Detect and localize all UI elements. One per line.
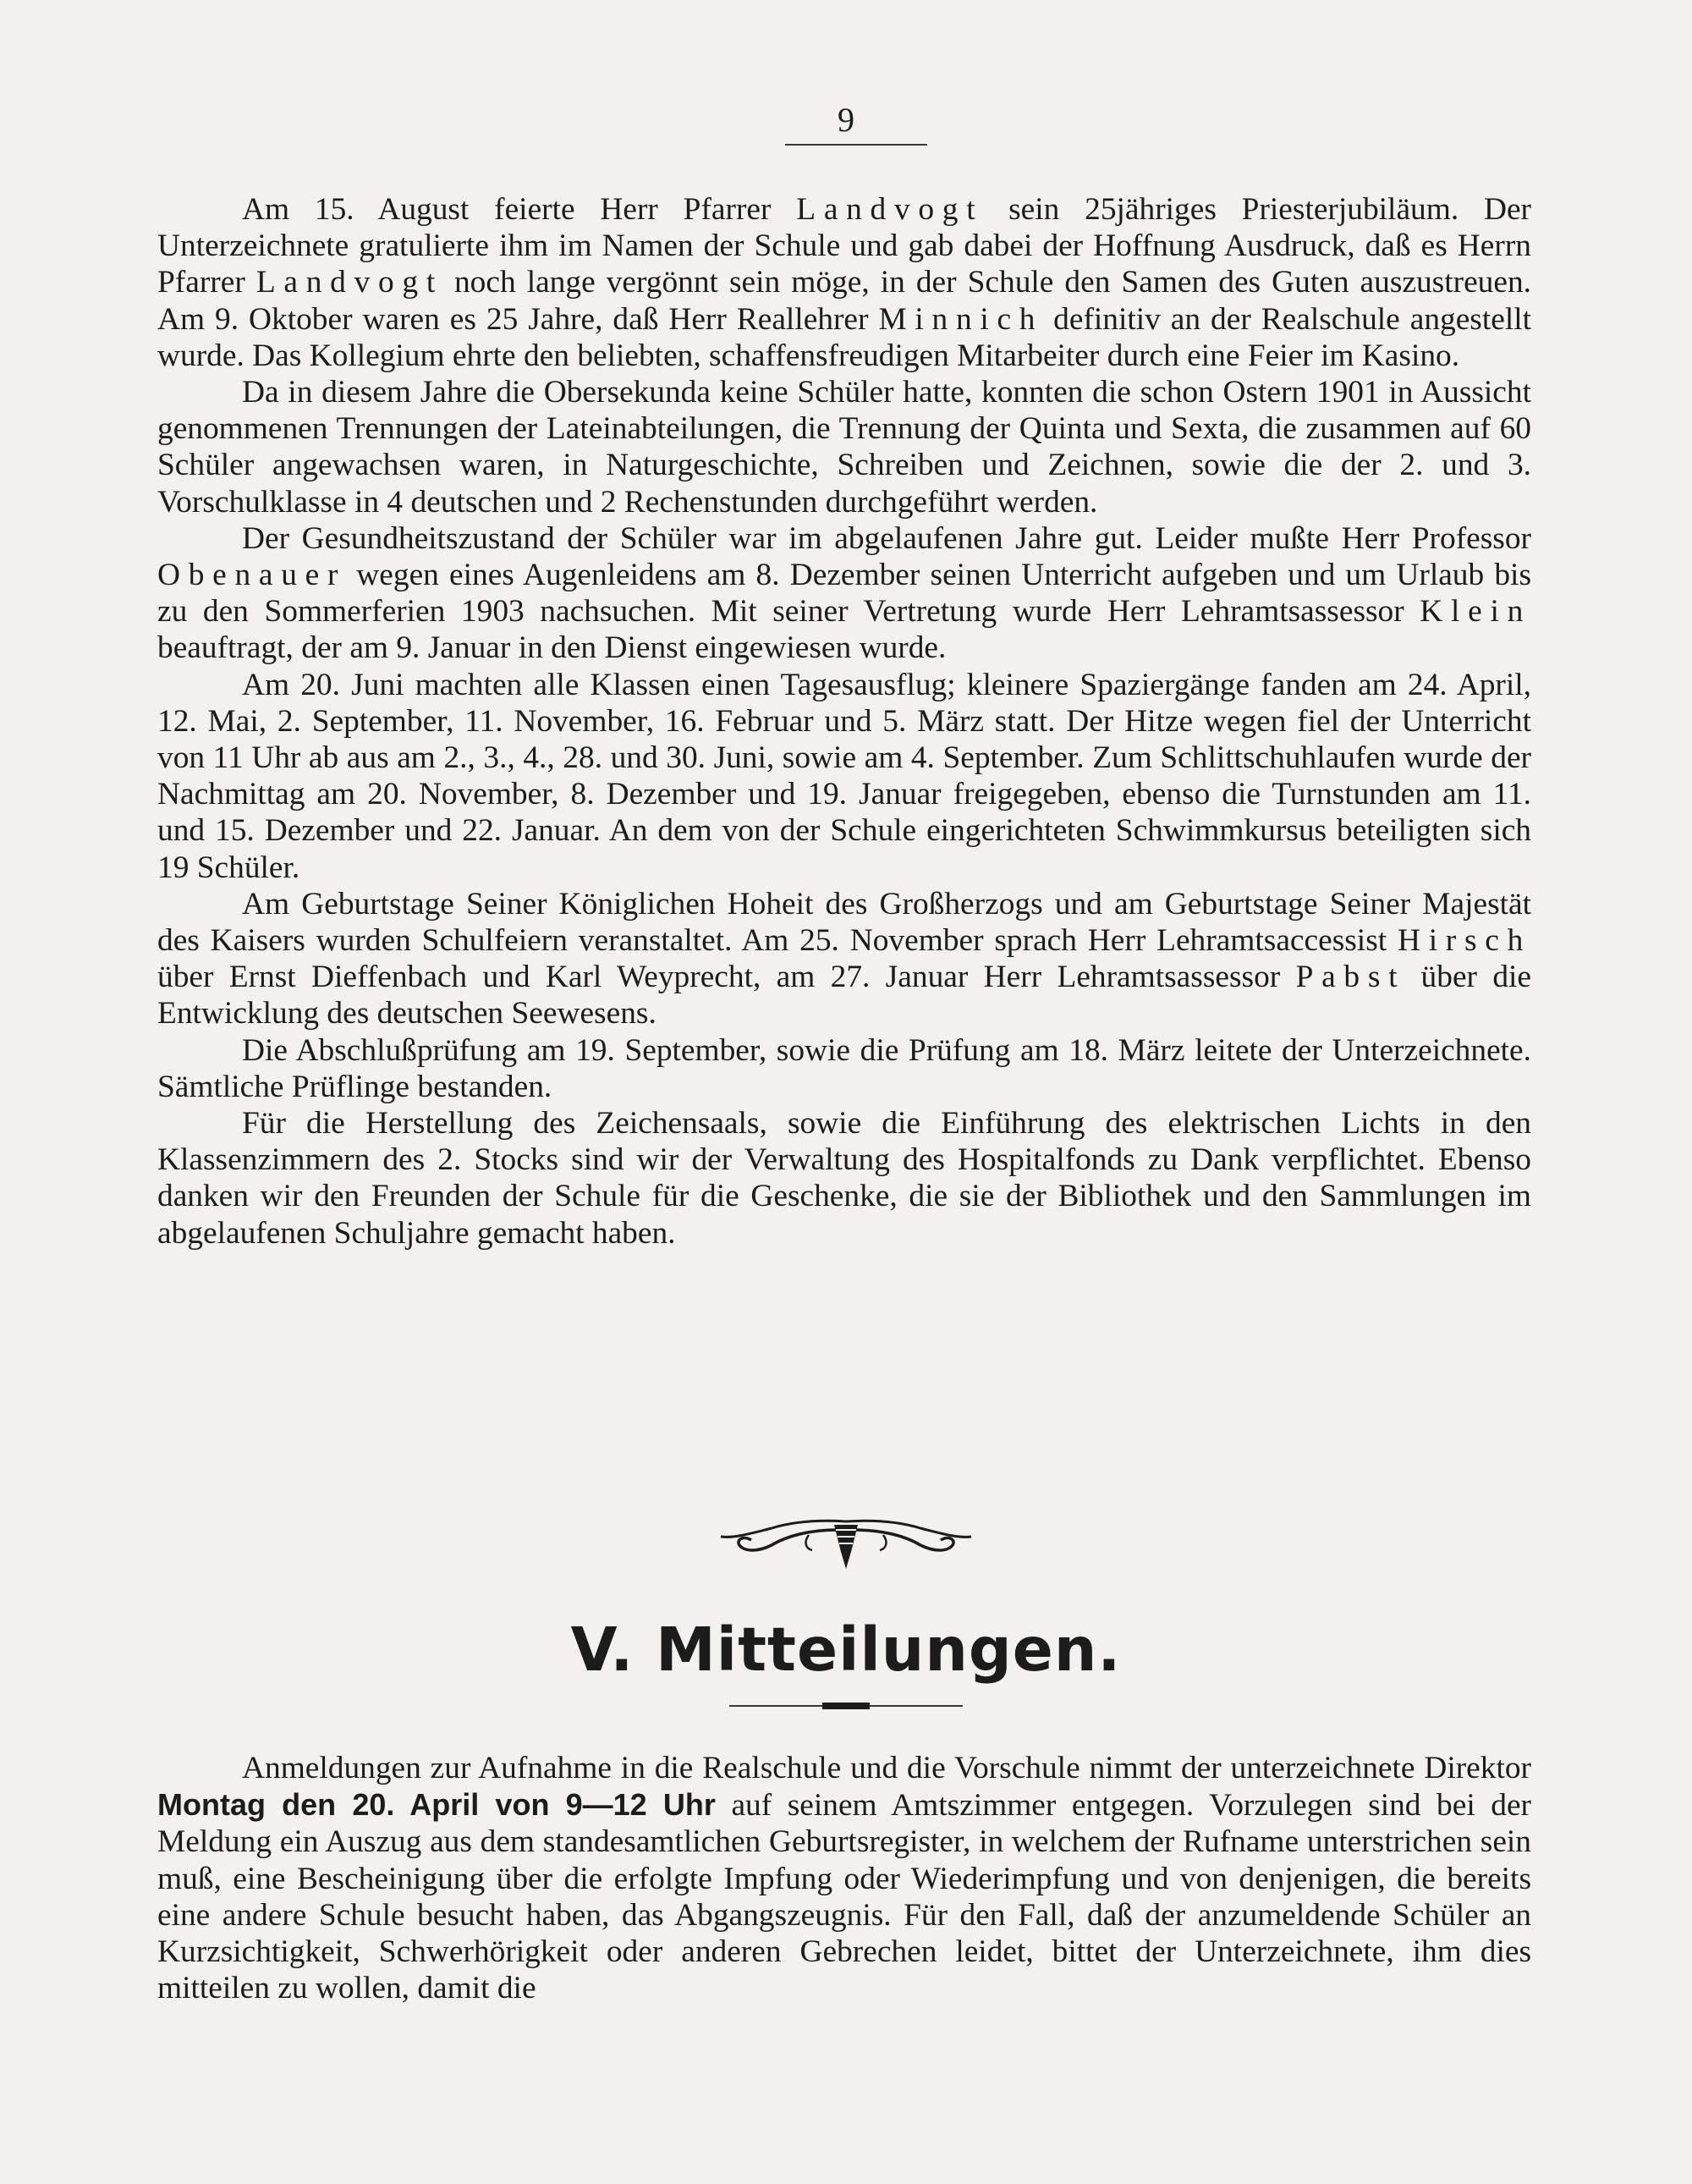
text-run: sein 25jähriges Priesterjubiläum. Der Unterzeichnete gratulierte ihm im Namen der Schule und gab dabei der Hoffnung Ausdruck, daß es Herrn Pfarrer <box>157 192 1531 300</box>
paragraph <box>157 1105 1531 1252</box>
text-run: Da in diesem Jahre die Obersekunda keine Schüler hatte, konnten die schon Ostern 1901 in Aussicht genommenen Trennungen der Lateinabteilungen, die Trennung der Quinta und Sexta, die zusammen auf 60 Schüler angewachsen waren, in Naturgeschichte, Schreiben und Zeichnen, sowie die der 2. und 3. Vorschulklasse in 4 deutschen und 2 Rechenstunden durchgeführt werden. <box>157 375 1531 520</box>
text-run: definitiv an der Realschule angestellt wurde. Das Kollegium ehrte den beliebten, schaffensfreudigen Mitarbeiter durch eine Feier im Kasino. <box>157 301 1531 373</box>
text-run: noch lange vergönnt sein möge, in der Schule den Samen des Guten auszustreuen. Am 9. Oktober waren es 25 Jahre, daß Herr Reallehrer <box>157 265 1532 337</box>
spaced-name: Klein <box>1420 594 1531 630</box>
spaced-name: Landvogt <box>255 265 443 300</box>
section-heading: V. Mitteilungen. <box>570 1615 1122 1685</box>
spaced-name: Minnich <box>878 301 1044 337</box>
heading-rule-dash <box>822 1703 870 1709</box>
announcement-text-block <box>157 1750 1531 2006</box>
spaced-name: Obenauer <box>157 558 347 593</box>
spaced-name: Hirsch <box>1397 923 1531 959</box>
spaced-name: Landvogt <box>796 192 984 227</box>
paragraph <box>157 191 1531 374</box>
text-run: Am 20. Juni machten alle Klassen einen Tagesausflug; kleinere Spaziergänge fanden am 24. April, 12. Mai, 2. September, 11. November, 16. Februar und 5. März statt. Der Hitze wegen fiel der Unterricht von 11 Uhr ab aus am 2., 3., 4., 28. und 30. Juni, sowie am 4. September. Zum Schlittschuhlaufen wurde der Nachmittag am 20. November, 8. Dezember und 19. Januar freigegeben, ebenso die Turnstunden am 11. und 15. Dezember und 22. Januar. An dem von der Schule eingerichteten Schwimmkursus beteiligten sich 19 Schüler. <box>157 667 1531 885</box>
bold-date: Montag den 20. April von 9—12 Uhr <box>157 1787 716 1823</box>
text-run: Anmeldungen zur Aufnahme in die Realschule und die Vorschule nimmt der unterzeichnete Direktor <box>242 1751 1531 1785</box>
text-run: Am 15. August feierte Herr Pfarrer <box>242 192 797 227</box>
text-run: Für die Herstellung des Zeichensaals, sowie die Einführung des elektrischen Lichts in den Klassenzimmern des 2. Stocks sind wir der Verwaltung des Hospitalfonds zu Dank verpflichtet. Ebenso danken wir den Freunden der Schule für die Geschenke, die sie der Bibliothek und den Sammlungen im abgelaufenen Schuljahre gemacht haben. <box>157 1106 1531 1251</box>
text-run: Der Gesundheitszustand der Schüler war im abgelaufenen Jahre gut. Leider mußte Herr Professor <box>242 520 1531 556</box>
text-run: Am Geburtstage Seiner Königlichen Hoheit des Großherzogs und am Geburtstage Seiner Majestät des Kaisers wurden Schulfeiern veranstaltet. Am 25. November sprach Herr Lehramtsaccessist <box>157 886 1531 959</box>
page-number-rule <box>785 144 927 146</box>
text-run: beauftragt, der am 9. Januar in den Dienst eingewiesen wurde. <box>157 630 947 666</box>
paragraph <box>157 667 1531 886</box>
text-run: auf seinem Amtszimmer entgegen. Vorzulegen sind bei der Meldung ein Auszug aus dem standesamtlichen Geburtsregister, in welchem der Rufname unterstrichen sein muß, eine Bescheinigung über die erfolgte Impfung oder Wiederimpfung und von denjenigen, die bereits eine andere Schule besucht haben, das Abgangszeugnis. Für den Fall, daß der anzumeldende Schüler an Kurzsichtigkeit, Schwerhörigkeit oder anderen Gebrechen leidet, bittet der Unterzeichnete, ihm dies mitteilen zu wollen, damit die <box>157 1788 1531 2006</box>
paragraph <box>157 520 1531 667</box>
text-run: wegen eines Augenleidens am 8. Dezember seinen Unterricht aufgeben und um Urlaub bis zu den Sommerferien 1903 nachsuchen. Mit seiner Vertretung wurde Herr Lehramtsassessor <box>157 558 1531 630</box>
paragraph <box>157 1032 1531 1105</box>
spaced-name: Pabst <box>1295 960 1406 995</box>
decorative-ornament <box>711 1503 981 1579</box>
text-run: Die Abschlußprüfung am 19. September, sowie die Prüfung am 18. März leitete der Unterzeichnete. Sämtliche Prüflinge bestanden. <box>157 1032 1531 1104</box>
text-run: über Ernst Dieffenbach und Karl Weyprecht, am 27. Januar Herr Lehramtsassessor <box>157 960 1296 995</box>
text-run: über die Entwicklung des deutschen Seewesens. <box>157 960 1531 1031</box>
paragraph <box>157 374 1531 520</box>
report-text-block <box>157 191 1531 1252</box>
paragraph <box>157 886 1531 1032</box>
page-number-wrap <box>0 100 1692 140</box>
page-number: 9 <box>838 101 854 139</box>
paragraph <box>157 1750 1531 2006</box>
